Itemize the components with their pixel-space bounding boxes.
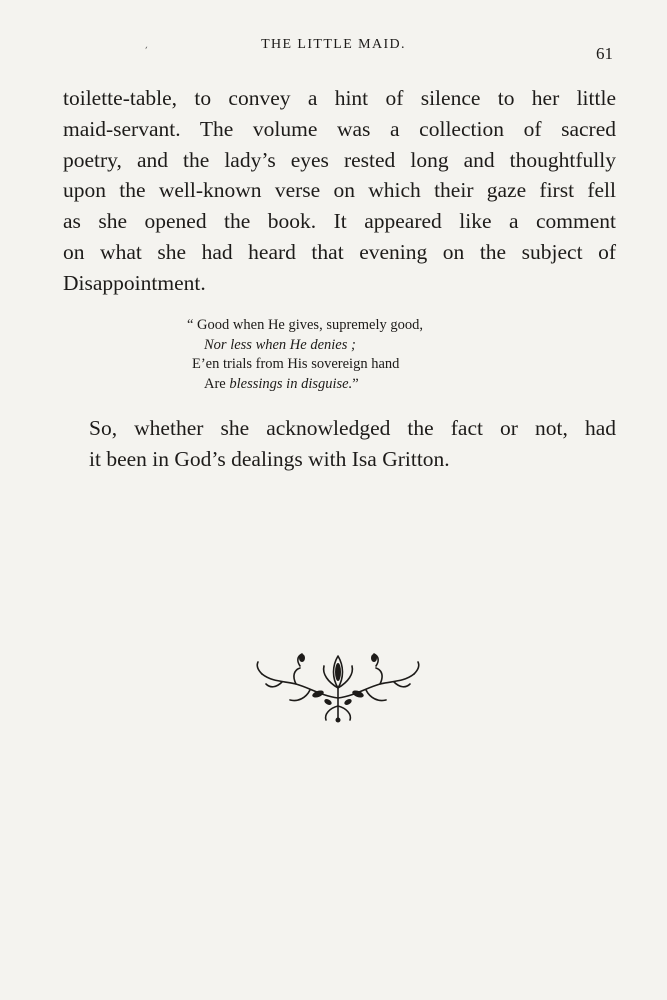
paragraph-2 xyxy=(63,413,616,475)
text-line: on what she had heard that evening on the subject of xyxy=(63,239,616,264)
verse-italic: blessings in disguise. xyxy=(229,375,353,392)
verse-italic: Nor less when He denies ; xyxy=(204,336,356,353)
text-line: maid-servant. The volume was a collection of sacred xyxy=(63,116,616,141)
verse-line xyxy=(187,336,423,356)
floral-tailpiece-icon xyxy=(252,648,424,726)
verse-line: “ Good when He gives, supremely good, xyxy=(187,317,423,333)
text-line: Disappointment. xyxy=(63,270,206,295)
text-line: as she opened the book. It appeared like a comment xyxy=(63,209,616,234)
paragraph-1 xyxy=(63,83,616,299)
running-head: THE LITTLE MAID. xyxy=(261,37,406,52)
text-line: toilette-table, to convey a hint of silence to her little xyxy=(63,86,616,110)
page-number: 61 xyxy=(596,44,613,63)
text-line: it been in God’s dealings with Isa Gritton. xyxy=(89,446,450,471)
verse-line: E’en trials from His sovereign hand xyxy=(192,356,400,372)
verse-prefix: Are xyxy=(204,375,230,392)
verse-line xyxy=(187,375,423,395)
text-line: So, whether she acknowledged the fact or not, had xyxy=(89,416,616,440)
text-line: poetry, and the lady’s eyes rested long and thoughtfully xyxy=(63,147,616,172)
verse-closing-quote: ” xyxy=(352,375,359,392)
text-line: upon the well-known verse on which their gaze first fell xyxy=(63,178,616,203)
stray-mark: ´ xyxy=(143,43,153,59)
verse-quote xyxy=(187,316,423,394)
